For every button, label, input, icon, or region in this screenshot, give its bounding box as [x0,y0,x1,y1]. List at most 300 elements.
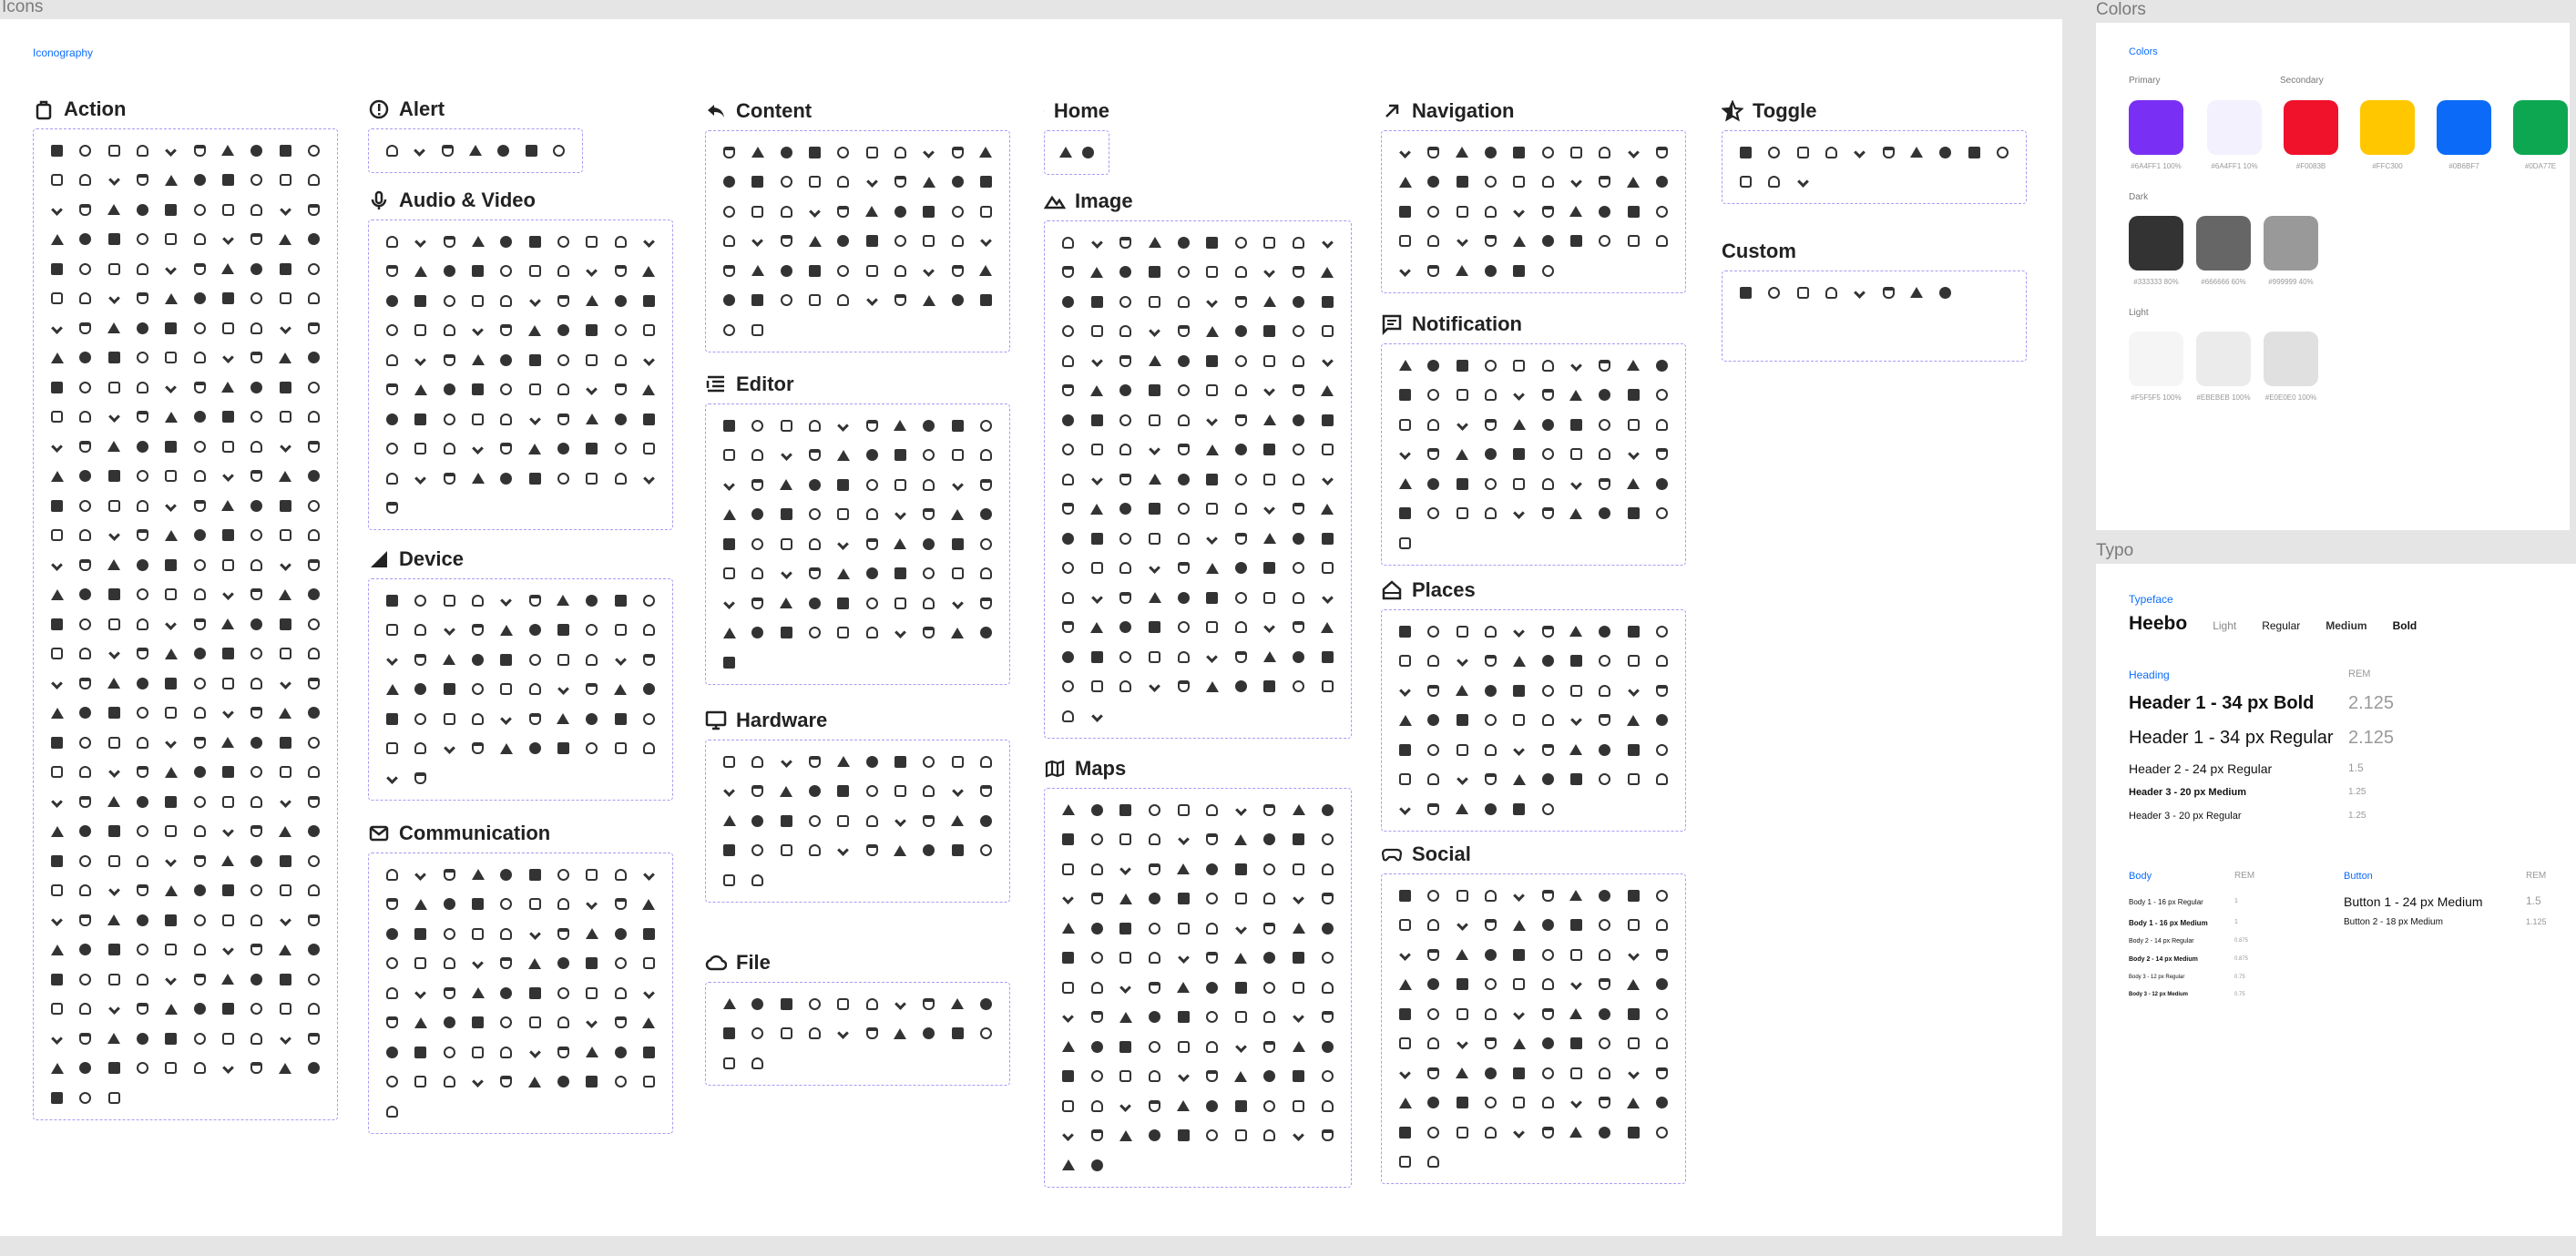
device-glyph-icon[interactable] [500,595,512,607]
maps-glyph-icon[interactable] [1293,1129,1304,1141]
social-glyph-icon[interactable] [1427,978,1439,990]
action-glyph-icon[interactable] [165,944,177,955]
image-glyph-icon[interactable] [1206,474,1218,485]
maps-glyph-icon[interactable] [1263,952,1275,964]
image-glyph-icon[interactable] [1091,355,1103,367]
social-glyph-icon[interactable] [1656,1067,1668,1079]
places-glyph-icon[interactable] [1656,685,1668,697]
hardware-glyph-icon[interactable] [866,844,878,856]
image-glyph-icon[interactable] [1062,325,1074,337]
action-glyph-icon[interactable] [79,1033,91,1045]
social-glyph-icon[interactable] [1427,1008,1439,1020]
action-glyph-icon[interactable] [165,1062,177,1074]
image-glyph-icon[interactable] [1263,444,1275,455]
image-glyph-icon[interactable] [1091,651,1103,663]
device-glyph-icon[interactable] [500,713,512,725]
action-glyph-icon[interactable] [280,529,291,541]
maps-glyph-icon[interactable] [1235,863,1247,875]
action-glyph-icon[interactable] [221,855,234,866]
notification-glyph-icon[interactable] [1542,360,1554,372]
device-glyph-icon[interactable] [386,654,398,666]
editor-glyph-icon[interactable] [781,508,792,520]
hardware-glyph-icon[interactable] [723,844,735,856]
communication-glyph-icon[interactable] [472,987,485,998]
content-glyph-icon[interactable] [751,265,764,276]
communication-glyph-icon[interactable] [500,987,512,999]
image-glyph-icon[interactable] [1321,504,1334,515]
maps-glyph-icon[interactable] [1322,982,1334,994]
maps-glyph-icon[interactable] [1206,1041,1218,1053]
audio-glyph-icon[interactable] [615,324,627,336]
custom-glyph-icon[interactable] [1854,287,1866,299]
action-glyph-icon[interactable] [79,411,91,423]
image-glyph-icon[interactable] [1149,503,1160,515]
social-glyph-icon[interactable] [1513,1127,1525,1139]
social-glyph-icon[interactable] [1399,890,1411,902]
action-glyph-icon[interactable] [108,233,120,245]
image-glyph-icon[interactable] [1091,414,1103,426]
places-glyph-icon[interactable] [1427,803,1439,815]
editor-glyph-icon[interactable] [980,508,992,520]
image-glyph-icon[interactable] [1264,266,1276,278]
hardware-glyph-icon[interactable] [809,785,821,797]
social-glyph-icon[interactable] [1513,1097,1525,1108]
action-glyph-icon[interactable] [280,1003,291,1015]
content-glyph-icon[interactable] [751,147,764,158]
image-glyph-icon[interactable] [1293,621,1304,633]
action-glyph-icon[interactable] [108,500,120,512]
communication-glyph-icon[interactable] [529,987,541,999]
content-glyph-icon[interactable] [866,235,878,247]
image-glyph-icon[interactable] [1322,355,1334,367]
maps-glyph-icon[interactable] [1322,923,1334,934]
maps-glyph-icon[interactable] [1235,1041,1247,1053]
action-glyph-icon[interactable] [221,974,234,985]
audio-glyph-icon[interactable] [586,443,598,454]
editor-glyph-icon[interactable] [723,657,735,669]
editor-glyph-icon[interactable] [952,567,964,579]
content-glyph-icon[interactable] [809,265,821,277]
navigation-glyph-icon[interactable] [1456,147,1468,158]
device-glyph-icon[interactable] [557,654,569,666]
action-glyph-icon[interactable] [194,766,206,778]
action-glyph-icon[interactable] [280,411,291,423]
places-glyph-icon[interactable] [1599,685,1610,697]
audio-glyph-icon[interactable] [414,266,427,277]
maps-glyph-icon[interactable] [1091,952,1103,964]
content-glyph-icon[interactable] [894,176,906,188]
communication-glyph-icon[interactable] [414,1076,426,1088]
secondary-swatch[interactable] [2437,100,2491,170]
action-glyph-icon[interactable] [137,559,148,571]
editor-glyph-icon[interactable] [980,627,992,638]
home-glyph-icon[interactable] [1059,147,1072,158]
image-glyph-icon[interactable] [1062,237,1074,249]
communication-glyph-icon[interactable] [500,1047,512,1058]
hardware-glyph-icon[interactable] [751,756,763,768]
maps-glyph-icon[interactable] [1119,1130,1132,1141]
communication-glyph-icon[interactable] [386,1076,398,1088]
image-glyph-icon[interactable] [1293,296,1304,308]
places-glyph-icon[interactable] [1599,714,1610,726]
device-glyph-icon[interactable] [386,595,398,607]
image-glyph-icon[interactable] [1149,621,1160,633]
notification-glyph-icon[interactable] [1570,419,1582,431]
action-glyph-icon[interactable] [165,382,177,393]
content-glyph-icon[interactable] [980,235,992,247]
maps-glyph-icon[interactable] [1263,1100,1275,1112]
hardware-glyph-icon[interactable] [723,874,735,886]
hardware-glyph-icon[interactable] [837,756,850,767]
communication-glyph-icon[interactable] [643,869,655,881]
action-glyph-icon[interactable] [165,796,177,808]
places-glyph-icon[interactable] [1542,773,1554,785]
communication-glyph-icon[interactable] [557,1047,569,1058]
places-glyph-icon[interactable] [1542,803,1554,815]
image-glyph-icon[interactable] [1119,266,1131,278]
maps-glyph-icon[interactable] [1206,1070,1218,1082]
action-glyph-icon[interactable] [250,292,262,304]
action-glyph-icon[interactable] [107,559,120,570]
action-glyph-icon[interactable] [137,855,148,867]
maps-glyph-icon[interactable] [1091,804,1103,816]
action-glyph-icon[interactable] [308,737,320,749]
content-glyph-icon[interactable] [751,294,763,306]
editor-glyph-icon[interactable] [837,597,849,609]
maps-glyph-icon[interactable] [1322,1100,1334,1112]
notification-glyph-icon[interactable] [1513,389,1525,401]
image-glyph-icon[interactable] [1090,504,1103,515]
image-glyph-icon[interactable] [1263,355,1275,367]
hardware-glyph-icon[interactable] [837,844,849,856]
maps-glyph-icon[interactable] [1091,1100,1103,1112]
action-glyph-icon[interactable] [222,944,234,955]
audio-glyph-icon[interactable] [557,443,569,454]
places-glyph-icon[interactable] [1569,626,1582,637]
places-glyph-icon[interactable] [1542,714,1554,726]
editor-glyph-icon[interactable] [751,538,763,550]
device-glyph-icon[interactable] [586,713,598,725]
alert-glyph-icon[interactable] [414,145,425,157]
home-glyph-icon[interactable] [1082,147,1094,158]
places-glyph-icon[interactable] [1427,744,1439,756]
audio-glyph-icon[interactable] [472,414,484,425]
audio-glyph-icon[interactable] [529,295,541,307]
hardware-glyph-icon[interactable] [923,756,935,768]
action-glyph-icon[interactable] [308,648,320,659]
communication-glyph-icon[interactable] [386,898,398,910]
maps-glyph-icon[interactable] [1091,1041,1103,1053]
image-glyph-icon[interactable] [1149,533,1160,545]
hardware-glyph-icon[interactable] [837,815,849,827]
communication-glyph-icon[interactable] [472,957,484,969]
image-glyph-icon[interactable] [1322,474,1334,485]
image-glyph-icon[interactable] [1235,533,1247,545]
action-glyph-icon[interactable] [165,618,177,630]
social-glyph-icon[interactable] [1599,1008,1610,1020]
communication-glyph-icon[interactable] [586,869,598,881]
places-glyph-icon[interactable] [1513,626,1525,638]
image-glyph-icon[interactable] [1062,355,1074,367]
action-glyph-icon[interactable] [308,263,320,275]
navigation-glyph-icon[interactable] [1542,265,1554,277]
image-glyph-icon[interactable] [1235,503,1247,515]
image-glyph-icon[interactable] [1235,296,1247,308]
places-glyph-icon[interactable] [1513,714,1525,726]
editor-glyph-icon[interactable] [751,449,763,461]
image-glyph-icon[interactable] [1235,444,1247,455]
action-glyph-icon[interactable] [194,500,206,512]
places-glyph-icon[interactable] [1628,685,1640,697]
editor-glyph-icon[interactable] [923,567,935,579]
places-glyph-icon[interactable] [1457,626,1468,638]
places-glyph-icon[interactable] [1457,773,1468,785]
image-glyph-icon[interactable] [1263,296,1276,307]
social-glyph-icon[interactable] [1542,1037,1554,1049]
action-glyph-icon[interactable] [79,441,91,453]
audio-glyph-icon[interactable] [444,443,455,454]
image-glyph-icon[interactable] [1119,237,1131,249]
maps-glyph-icon[interactable] [1178,1070,1190,1082]
editor-glyph-icon[interactable] [952,597,964,609]
navigation-glyph-icon[interactable] [1399,177,1412,188]
custom-glyph-icon[interactable] [1797,287,1809,299]
maps-glyph-icon[interactable] [1178,833,1190,845]
communication-glyph-icon[interactable] [528,958,541,969]
content-glyph-icon[interactable] [866,265,878,277]
communication-glyph-icon[interactable] [529,898,541,910]
navigation-glyph-icon[interactable] [1627,177,1640,188]
action-glyph-icon[interactable] [194,678,206,689]
toggle-glyph-icon[interactable] [1740,147,1752,158]
toggle-glyph-icon[interactable] [1910,147,1923,158]
maps-glyph-icon[interactable] [1062,893,1074,904]
editor-glyph-icon[interactable] [894,627,906,638]
audio-glyph-icon[interactable] [557,383,569,395]
social-glyph-icon[interactable] [1513,1008,1525,1020]
social-glyph-icon[interactable] [1656,919,1668,931]
maps-glyph-icon[interactable] [1293,893,1304,904]
navigation-glyph-icon[interactable] [1542,206,1554,218]
action-glyph-icon[interactable] [79,382,91,393]
notification-glyph-icon[interactable] [1485,389,1497,401]
maps-glyph-icon[interactable] [1235,1011,1247,1023]
notification-glyph-icon[interactable] [1427,478,1439,490]
navigation-glyph-icon[interactable] [1457,206,1468,218]
toggle-glyph-icon[interactable] [1768,176,1780,188]
image-glyph-icon[interactable] [1091,710,1103,722]
communication-glyph-icon[interactable] [586,928,598,939]
social-glyph-icon[interactable] [1570,949,1582,961]
audio-glyph-icon[interactable] [643,443,655,454]
maps-glyph-icon[interactable] [1178,804,1190,816]
action-glyph-icon[interactable] [137,411,148,423]
device-glyph-icon[interactable] [386,713,398,725]
maps-glyph-icon[interactable] [1091,863,1103,875]
communication-glyph-icon[interactable] [557,1076,569,1088]
action-glyph-icon[interactable] [165,441,177,453]
communication-glyph-icon[interactable] [444,1076,455,1088]
action-glyph-icon[interactable] [165,263,177,275]
content-glyph-icon[interactable] [723,265,735,277]
social-glyph-icon[interactable] [1427,919,1439,931]
notification-glyph-icon[interactable] [1427,507,1439,519]
action-glyph-icon[interactable] [108,648,120,659]
image-glyph-icon[interactable] [1178,562,1190,574]
editor-glyph-icon[interactable] [980,420,992,432]
action-glyph-icon[interactable] [280,441,291,453]
action-glyph-icon[interactable] [250,352,262,363]
file-glyph-icon[interactable] [781,1027,792,1039]
social-glyph-icon[interactable] [1485,949,1497,961]
notification-glyph-icon[interactable] [1656,478,1668,490]
action-glyph-icon[interactable] [51,382,63,393]
audio-glyph-icon[interactable] [586,414,598,424]
action-glyph-icon[interactable] [108,884,120,896]
communication-glyph-icon[interactable] [529,1016,541,1028]
maps-glyph-icon[interactable] [1119,893,1132,904]
action-glyph-icon[interactable] [194,618,206,630]
hardware-glyph-icon[interactable] [781,815,792,827]
dark-swatch[interactable] [2264,216,2318,286]
maps-glyph-icon[interactable] [1119,923,1131,934]
maps-glyph-icon[interactable] [1120,1100,1132,1112]
audio-glyph-icon[interactable] [586,295,598,306]
places-glyph-icon[interactable] [1399,715,1412,726]
content-glyph-icon[interactable] [809,176,821,188]
communication-glyph-icon[interactable] [586,898,598,910]
content-glyph-icon[interactable] [952,176,964,188]
image-glyph-icon[interactable] [1062,533,1074,545]
notification-glyph-icon[interactable] [1627,360,1640,371]
image-glyph-icon[interactable] [1293,651,1304,663]
content-glyph-icon[interactable] [865,206,878,217]
device-glyph-icon[interactable] [472,595,484,607]
image-glyph-icon[interactable] [1235,325,1247,337]
image-glyph-icon[interactable] [1149,325,1160,337]
audio-glyph-icon[interactable] [528,325,541,336]
maps-glyph-icon[interactable] [1091,1070,1103,1082]
action-glyph-icon[interactable] [308,766,320,778]
action-glyph-icon[interactable] [79,1092,91,1104]
editor-glyph-icon[interactable] [923,479,935,491]
device-glyph-icon[interactable] [643,595,655,607]
navigation-glyph-icon[interactable] [1656,235,1668,247]
image-glyph-icon[interactable] [1091,680,1103,692]
content-glyph-icon[interactable] [837,176,849,188]
social-glyph-icon[interactable] [1542,949,1554,961]
navigation-glyph-icon[interactable] [1485,206,1497,218]
device-glyph-icon[interactable] [557,713,569,724]
image-glyph-icon[interactable] [1263,562,1275,574]
image-glyph-icon[interactable] [1091,237,1103,249]
social-glyph-icon[interactable] [1457,978,1468,990]
audio-glyph-icon[interactable] [615,414,627,425]
maps-glyph-icon[interactable] [1322,1041,1334,1053]
maps-glyph-icon[interactable] [1062,982,1074,994]
action-glyph-icon[interactable] [108,707,120,719]
editor-glyph-icon[interactable] [723,420,735,432]
image-glyph-icon[interactable] [1293,325,1304,337]
audio-glyph-icon[interactable] [472,383,484,395]
action-glyph-icon[interactable] [165,412,178,423]
image-glyph-icon[interactable] [1235,355,1247,367]
action-glyph-icon[interactable] [79,707,91,719]
navigation-glyph-icon[interactable] [1427,206,1439,218]
navigation-glyph-icon[interactable] [1513,236,1526,247]
maps-glyph-icon[interactable] [1322,804,1334,816]
notification-glyph-icon[interactable] [1485,360,1497,372]
primary-swatch[interactable] [2129,100,2183,170]
navigation-glyph-icon[interactable] [1399,235,1411,247]
action-glyph-icon[interactable] [221,618,234,629]
image-glyph-icon[interactable] [1293,533,1304,545]
maps-glyph-icon[interactable] [1091,1011,1103,1023]
action-glyph-icon[interactable] [137,500,148,512]
action-glyph-icon[interactable] [108,588,120,600]
notification-glyph-icon[interactable] [1457,360,1468,372]
content-glyph-icon[interactable] [866,147,878,158]
action-glyph-icon[interactable] [308,559,320,571]
communication-glyph-icon[interactable] [529,869,541,881]
maps-glyph-icon[interactable] [1091,833,1103,845]
editor-glyph-icon[interactable] [923,597,935,609]
communication-glyph-icon[interactable] [643,987,655,999]
social-glyph-icon[interactable] [1542,890,1554,902]
device-glyph-icon[interactable] [615,595,627,607]
audio-glyph-icon[interactable] [642,266,655,277]
places-glyph-icon[interactable] [1399,626,1411,638]
editor-glyph-icon[interactable] [866,420,878,432]
action-glyph-icon[interactable] [79,529,91,541]
audio-glyph-icon[interactable] [415,473,427,485]
places-glyph-icon[interactable] [1628,655,1640,667]
device-glyph-icon[interactable] [557,624,569,636]
action-glyph-icon[interactable] [194,233,206,245]
editor-glyph-icon[interactable] [809,508,821,520]
action-glyph-icon[interactable] [107,1033,120,1044]
communication-glyph-icon[interactable] [472,869,485,880]
action-glyph-icon[interactable] [79,322,91,334]
content-glyph-icon[interactable] [809,206,821,218]
places-glyph-icon[interactable] [1570,714,1582,726]
audio-glyph-icon[interactable] [557,265,569,277]
communication-glyph-icon[interactable] [386,1016,398,1028]
action-glyph-icon[interactable] [137,145,148,157]
maps-glyph-icon[interactable] [1206,863,1218,875]
hardware-glyph-icon[interactable] [751,844,763,856]
maps-glyph-icon[interactable] [1322,1129,1334,1141]
content-glyph-icon[interactable] [923,265,935,277]
content-glyph-icon[interactable] [781,147,792,158]
action-glyph-icon[interactable] [165,530,178,541]
communication-glyph-icon[interactable] [586,1047,598,1057]
social-glyph-icon[interactable] [1457,1127,1468,1139]
maps-glyph-icon[interactable] [1263,1041,1275,1053]
file-glyph-icon[interactable] [951,998,964,1009]
audio-glyph-icon[interactable] [529,414,541,425]
image-glyph-icon[interactable] [1293,562,1304,574]
maps-glyph-icon[interactable] [1322,1070,1334,1082]
navigation-glyph-icon[interactable] [1427,147,1439,158]
editor-glyph-icon[interactable] [837,508,849,520]
communication-glyph-icon[interactable] [643,928,655,940]
image-glyph-icon[interactable] [1149,562,1160,574]
social-glyph-icon[interactable] [1570,1067,1582,1079]
action-glyph-icon[interactable] [221,500,234,511]
custom-glyph-icon[interactable] [1910,287,1923,298]
action-glyph-icon[interactable] [194,292,206,304]
